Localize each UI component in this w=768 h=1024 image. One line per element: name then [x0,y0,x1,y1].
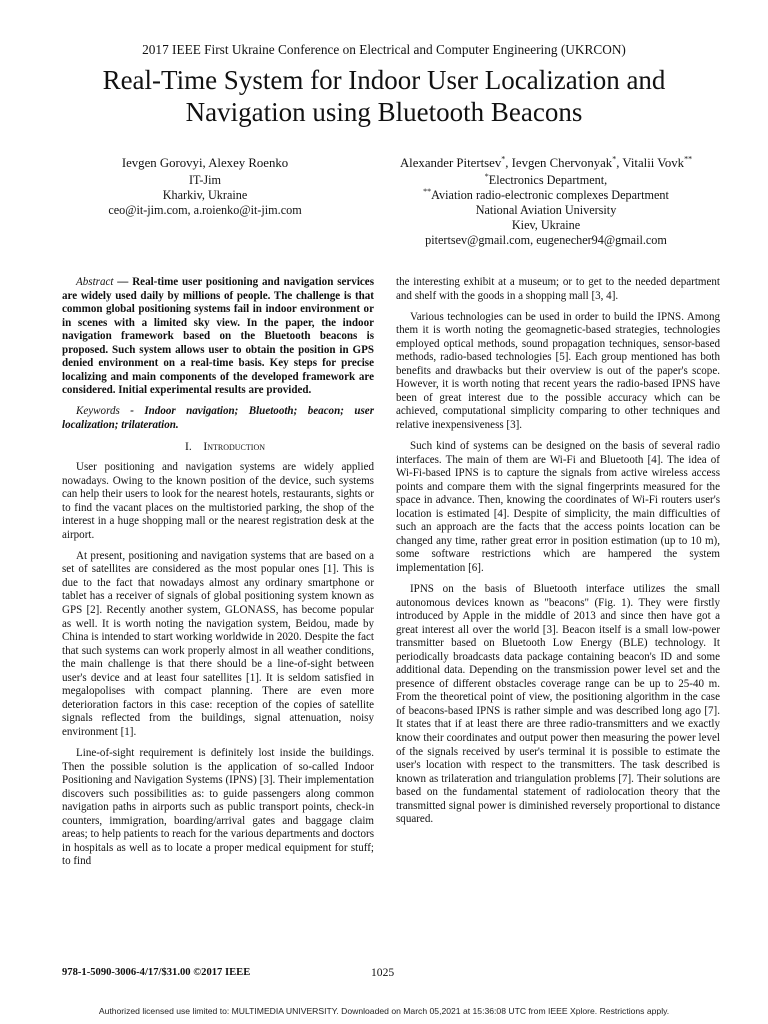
section-number: I. [185,440,192,454]
author-emails-right: pitertsev@gmail.com, eugenecher94@gmail.com [425,233,667,247]
author-names-right [356,156,736,171]
author-separator-1: , [505,156,512,170]
license-notice: Authorized licensed use limited to: MULTIMEDIA UNIVERSITY. Downloaded on March 05,2021 at 15:36:08 UTC from IEEE Xplore. Restrictions apply. [98,1006,670,1016]
keywords-label: Keywords [76,405,120,418]
abstract [62,276,374,398]
author-org-left: IT-Jim [188,173,222,187]
author-sup-2: * [612,154,617,164]
author-name-2: Ievgen Chervonyak [511,156,613,170]
left-column [62,276,374,876]
body-paragraph: Such kind of systems can be designed on the basis of several radio interfaces. The main of them are Wi-Fi and Bluetooth [4]. The idea of Wi-Fi-based IPNS is to capture the signals from active wireless access points and compare them with the signal fingerprints measured for the space in advance. Then, knowing the coordinates of Wi-Fi routers user's location is estimated [4]. Despite of simplicity, the main difficulties of such an approach are the facts that the access points location can be changed any time, rather great error in position estimation (up to 10 m), some software restrictions which are hampered the system implementation [6]. [396,440,720,574]
affiliation-1-sup: * [484,171,489,181]
page-number: 1025 [371,966,395,979]
author-name-1: Alexander Pitertsev [399,156,502,170]
author-names-left: Ievgen Gorovyi, Alexey Roenko [121,156,289,170]
affiliation-2-sup: ** [423,186,432,196]
section-title: Introduction [203,440,265,454]
paper-title-line-2: Navigation using Bluetooth Beacons [185,97,583,127]
author-sup-1: * [501,154,506,164]
body-paragraph: At present, positioning and navigation systems that are based on a set of satellites are considered as the most popular ones [1]. This is due to the fact that nowadays almost any ordinary smartphone or tablet has a receiver of signals of global positioning system known as GPS [2]. Recently another system, GLONASS, has become popular as well. It is worth noting the navigation system, Beidou, made by China is intended to start working worldwide in 2020. Despite the fact that such systems can work properly almost in all weather conditions, the main challenge is that there should be a line-of-sight between user's device and at least four satellites [1]. It is seldom satisfied in megalopolises with compact planning. There are even more deterioration factors in this case: reception of the copies of satellite signals reflected from the buildings, signal attenuation, noisy environment [1]. [62,549,374,738]
paper-title-line-1: Real-Time System for Indoor User Localization and [102,65,666,95]
author-sup-3: ** [684,154,693,164]
affiliation-1 [356,173,736,188]
abstract-dash: — [113,276,133,288]
abstract-label: Abstract [76,276,114,288]
author-name-3: Vitalii Vovk [622,156,685,170]
author-university-right: National Aviation University [475,203,617,217]
author-emails-left: ceo@it-jim.com, a.roienko@it-jim.com [108,203,302,217]
abstract-text: Real-time user positioning and navigation services are widely used daily by millions of people. The challenge is that common global positioning systems fail in indoor environment or in scenes with a limited sky view. In the paper, the indoor navigation framework based on the Bluetooth beacons is proposed. Such system allows user to obtain the position in GPS denied environment on a real-time basis. Key steps for precise localizing and main components of the developed framework are considered. Initial experimental results are provided. [62,276,374,397]
footer-isbn: 978-1-5090-3006-4/17/$31.00 ©2017 IEEE [62,967,251,978]
affiliation-2-text: Aviation radio-electronic complexes Department [431,188,669,202]
paper-title [40,64,728,128]
section-heading-introduction [62,440,374,454]
keywords [62,405,374,432]
affiliation-2 [356,188,736,203]
affiliation-1-text: Electronics Department, [488,173,608,187]
body-paragraph: Line-of-sight requirement is definitely lost inside the buildings. Then the possible solution is the application of so-called Indoor Positioning and Navigation Systems (IPNS) [3]. Their implementation discovers such possibilities as: to guide passengers along common navigation paths in airports such as public transport points, check-in counters, immigration, boarding/arrival gates and baggage claim areas; to help patients to reach for the various departments and doctors in hospitals as well as to locate a proper medical equipment for stuff; to find [62,747,374,868]
author-block-left [60,156,350,218]
body-paragraph: User positioning and navigation systems are widely applied nowadays. Owing to the known position of the device, such systems can help their users to look for the nearest hotels, restaurants, sights or to find the vacant places on the multistoried parking, the shop of the interest in a huge shopping mall or the nearest registration desk at the airport. [62,461,374,541]
right-column [396,276,720,834]
author-separator-2: , [616,156,623,170]
keywords-text: - Indoor navigation; Bluetooth; beacon; user localization; trilateration. [62,405,374,431]
body-paragraph: IPNS on the basis of Bluetooth interface utilizes the small autonomous devices known as "beacons" (Fig. 1). They were firstly introduced by Apple in the middle of 2013 and since then have got a great interest all over the world [3]. Beacon itself is a small low-power transmitter based on Bluetooth Low Energy (BLE) technology. It periodically broadcasts data package containing beacon's ID and some additional data. Depending on the transmission power level set and the presence of different obstacles coverage range can be up to 25-40 m. From the theoretical point of view, the positioning algorithm in the case of beacons-based IPNS is rather simple and was described long ago [7]. It states that if at least there are three radio-transmitters and we exactly know their coordinates and output power then measuring the power level of the signals received by user's terminal it is possible to estimate the user's location with respect to the transmitters. The task described is known as trilateration and triangulation problems [7]. Their solutions are based on the fundamental statement of radiolocation theory that the transmitted signal power is diminished reversely proportional to distance squared. [396,582,720,826]
body-paragraph: Various technologies can be used in order to build the IPNS. Among them it is worth noting the geomagnetic-based strategies, technologies employed optical methods, sound propagation techniques, sensor-based methods, radio-based technologies [5]. Each group mentioned has both benefits and drawbacks but their overview is out of the paper's scope. However, it is worth noting that recent years the radio-based IPNS have been of great interest due to the possible accuracy which can be achieved, computational simplicity comparing to other techniques and relative inexpensiveness [3]. [396,310,720,431]
body-paragraph: the interesting exhibit at a museum; or to get to the needed department and shelf with the goods in a shopping mall [3, 4]. [396,276,720,302]
author-city-right: Kiev, Ukraine [511,218,581,232]
conference-name: 2017 IEEE First Ukraine Conference on Electrical and Computer Engineering (UKRCON) [142,42,626,57]
author-city-left: Kharkiv, Ukraine [162,188,248,202]
author-block-right [356,156,736,248]
